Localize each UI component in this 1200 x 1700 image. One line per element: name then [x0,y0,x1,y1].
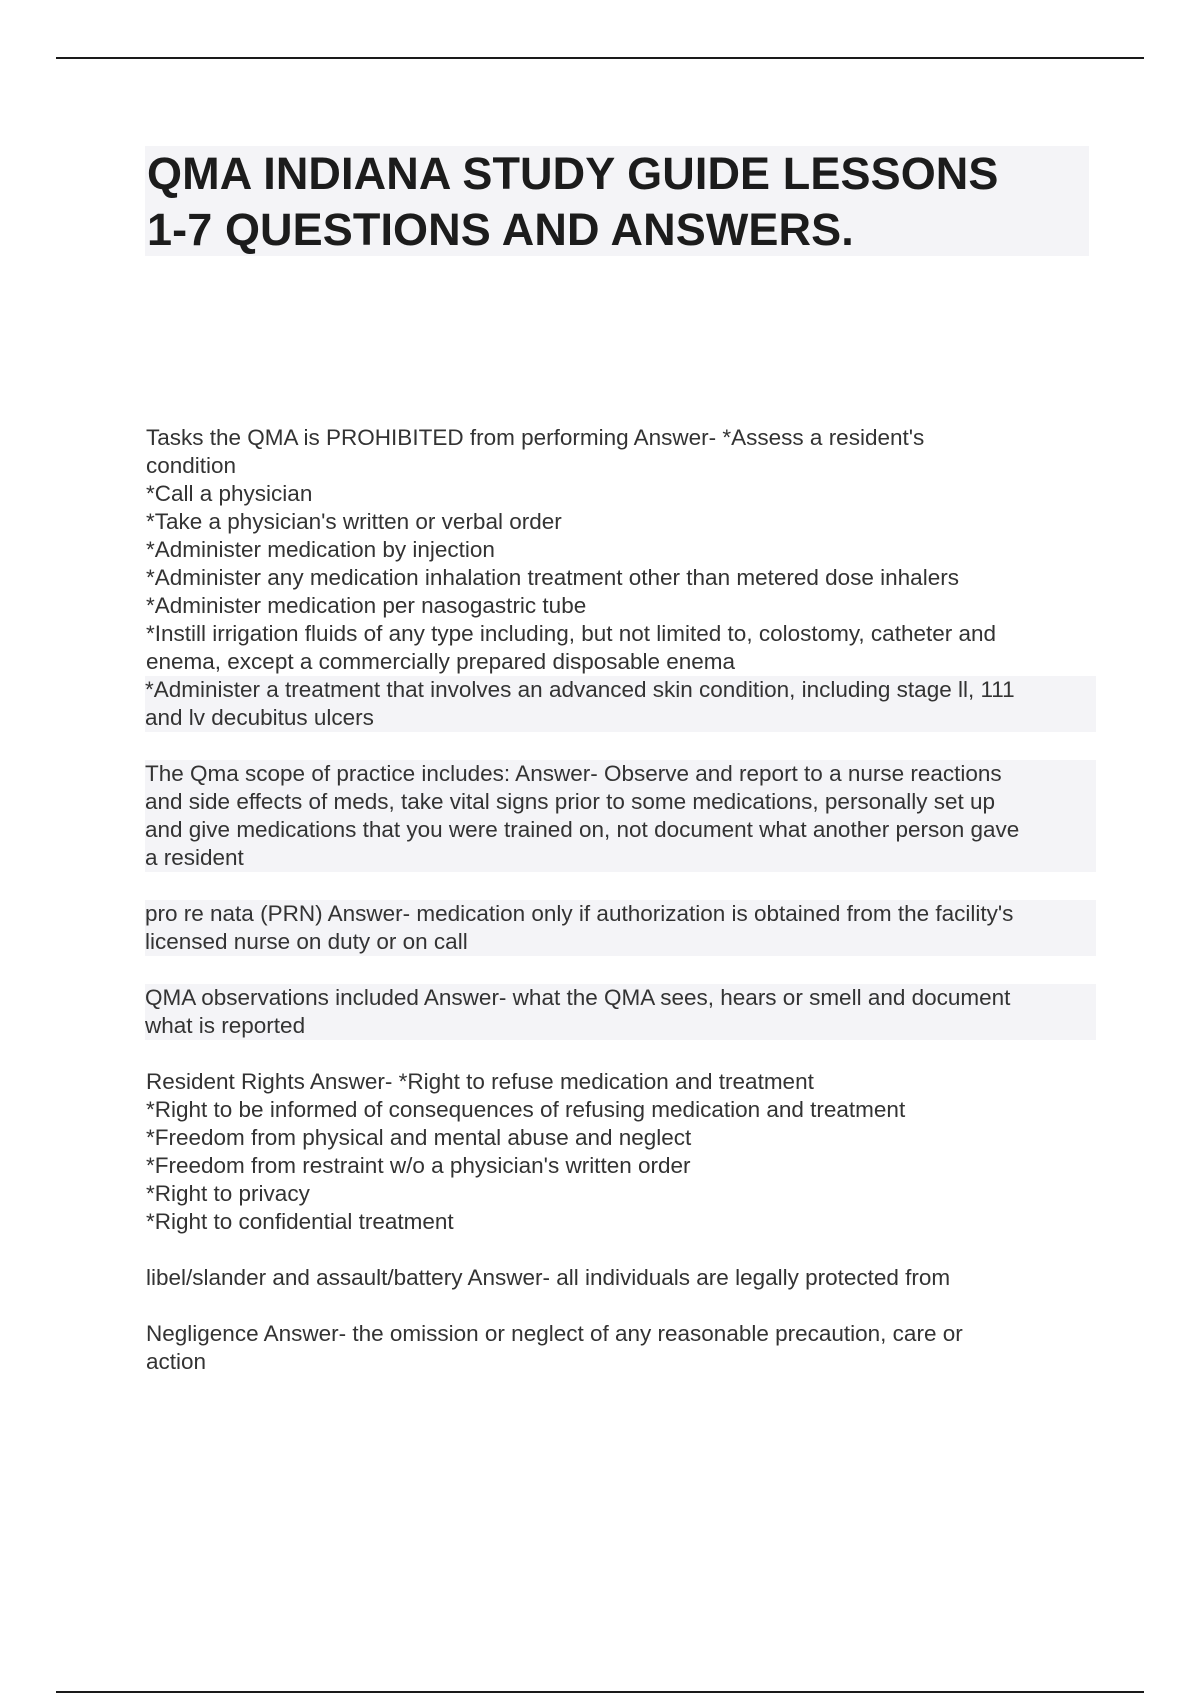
text-line: QMA observations included Answer- what the QMA sees, hears or smell and document [145,984,1096,1012]
text-line: *Right to be informed of consequences of refusing medication and treatment [146,1097,906,1122]
document-title [145,146,1089,258]
text-line: action [146,1349,207,1374]
text-line: *Freedom from restraint w/o a physician's written order [146,1153,691,1178]
title-block [145,146,1089,256]
bottom-rule [56,1691,1144,1693]
text-line: *Call a physician [146,481,313,506]
text-line: and lv decubitus ulcers [145,704,1096,732]
qa-content [146,424,1096,1404]
text-line: what is reported [145,1012,1096,1040]
text-line: pro re nata (PRN) Answer- medication only if authorization is obtained from the facility's [145,900,1096,928]
text-line: *Administer a treatment that involves an advanced skin condition, including stage ll, 111 [145,676,1096,704]
text-line: a resident [145,844,1096,872]
qa-entry-negligence [146,1320,1096,1376]
text-line: The Qma scope of practice includes: Answer- Observe and report to a nurse reactions [145,760,1096,788]
text-line: licensed nurse on duty or on call [145,928,1096,956]
text-line: *Instill irrigation fluids of any type including, but not limited to, colostomy, catheter and [146,621,997,646]
text-line: *Right to confidential treatment [146,1209,454,1234]
qa-entry-libel-slander [146,1264,1096,1292]
qa-entry-observations [146,984,1096,1040]
title-line: 1-7 QUESTIONS AND ANSWERS. [147,204,854,255]
qa-entry-prn [146,900,1096,956]
text-line: and give medications that you were trained on, not document what another person gave [145,816,1096,844]
text-line: *Take a physician's written or verbal order [146,509,562,534]
text-line: *Freedom from physical and mental abuse and neglect [146,1125,692,1150]
top-rule [56,57,1144,59]
text-line: libel/slander and assault/battery Answer- all individuals are legally protected from [146,1265,951,1290]
qa-entry-scope-of-practice [146,760,1096,872]
text-line: Negligence Answer- the omission or neglect of any reasonable precaution, care or [146,1321,963,1346]
text-line: *Right to privacy [146,1181,310,1206]
text-line: *Administer any medication inhalation treatment other than metered dose inhalers [146,565,959,590]
qa-entry-resident-rights [146,1068,1096,1236]
text-line: condition [146,453,237,478]
qa-entry-prohibited-tasks [146,424,1096,732]
text-line: *Administer medication by injection [146,537,495,562]
title-line: QMA INDIANA STUDY GUIDE LESSONS [147,148,999,199]
text-line: Tasks the QMA is PROHIBITED from performing Answer- *Assess a resident's [146,425,925,450]
text-line: enema, except a commercially prepared disposable enema [146,649,736,674]
text-line: and side effects of meds, take vital signs prior to some medications, personally set up [145,788,1096,816]
text-line: *Administer medication per nasogastric tube [146,593,587,618]
text-line: Resident Rights Answer- *Right to refuse medication and treatment [146,1069,814,1094]
